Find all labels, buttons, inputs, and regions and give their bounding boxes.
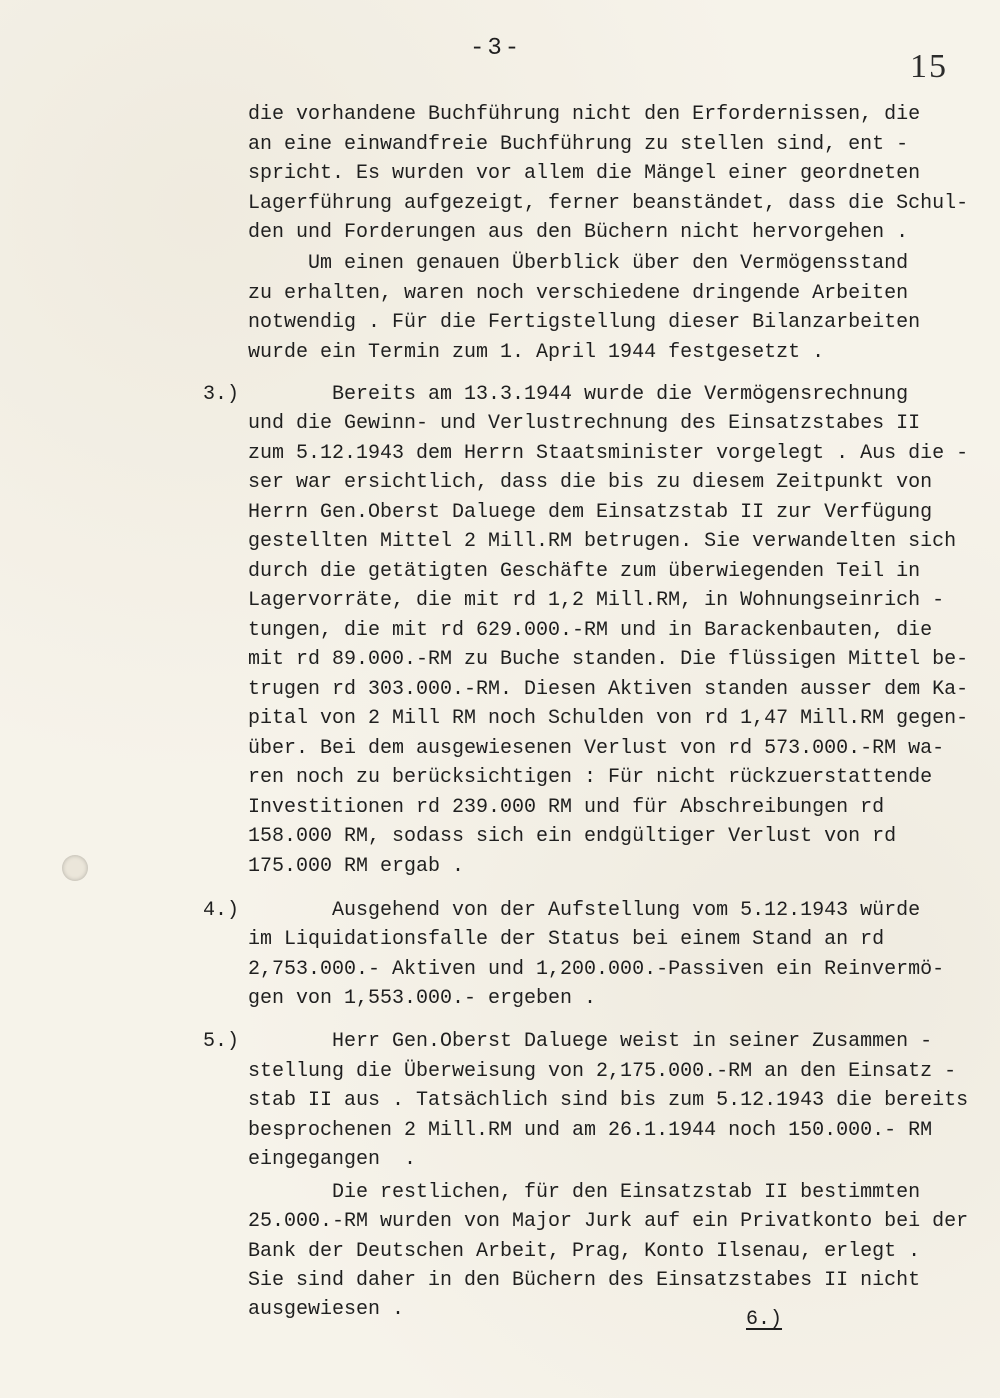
item-number-3: 3.) bbox=[203, 383, 240, 406]
text-line: stab II aus . Tatsächlich sind bis zum 5.12.1943 die bereits bbox=[248, 1089, 969, 1112]
text-line: Lagervorräte, die mit rd 1,2 Mill.RM, in Wohnungseinrich - bbox=[248, 589, 945, 612]
item-number-4: 4.) bbox=[203, 899, 240, 922]
page-number: -3- bbox=[470, 35, 523, 62]
text-line: Lagerführung aufgezeigt, ferner beanständet, dass die Schul- bbox=[248, 192, 969, 215]
text-line: Bereits am 13.3.1944 wurde die Vermögensrechnung bbox=[248, 383, 909, 406]
item-number-5: 5.) bbox=[203, 1030, 240, 1053]
text-line: mit rd 89.000.-RM zu Buche standen. Die flüssigen Mittel be- bbox=[248, 648, 969, 671]
text-line: 25.000.-RM wurden von Major Jurk auf ein Privatkonto bei der bbox=[248, 1210, 969, 1233]
text-line: Ausgehend von der Aufstellung vom 5.12.1943 würde bbox=[248, 899, 921, 922]
text-line: ausgewiesen . bbox=[248, 1298, 405, 1321]
punch-hole bbox=[62, 855, 88, 881]
text-line: eingegangen . bbox=[248, 1148, 417, 1171]
text-line: Um einen genauen Überblick über den Vermögensstand bbox=[248, 252, 909, 275]
text-line: zum 5.12.1943 dem Herrn Staatsminister vorgelegt . Aus die - bbox=[248, 442, 969, 465]
folio-number: 15 bbox=[910, 48, 948, 85]
text-line: Die restlichen, für den Einsatzstab II bestimmten bbox=[248, 1181, 921, 1204]
text-line: Herrn Gen.Oberst Daluege dem Einsatzstab II zur Verfügung bbox=[248, 501, 933, 524]
text-line: 175.000 RM ergab . bbox=[248, 855, 465, 878]
text-line: stellung die Überweisung von 2,175.000.-RM an den Einsatz - bbox=[248, 1060, 957, 1083]
text-line: den und Forderungen aus den Büchern nicht hervorgehen . bbox=[248, 221, 909, 244]
text-line: zu erhalten, waren noch verschiedene dringende Arbeiten bbox=[248, 282, 909, 305]
text-line: die vorhandene Buchführung nicht den Erfordernissen, die bbox=[248, 103, 921, 126]
text-line: gen von 1,553.000.- ergeben . bbox=[248, 987, 597, 1010]
text-line: im Liquidationsfalle der Status bei einem Stand an rd bbox=[248, 928, 885, 951]
text-line: durch die getätigten Geschäfte zum überwiegenden Teil in bbox=[248, 560, 921, 583]
text-line: tungen, die mit rd 629.000.-RM und in Barackenbauten, die bbox=[248, 619, 933, 642]
text-line: gestellten Mittel 2 Mill.RM betrugen. Sie verwandelten sich bbox=[248, 530, 957, 553]
text-line: ser war ersichtlich, dass die bis zu diesem Zeitpunkt von bbox=[248, 471, 933, 494]
text-line: notwendig . Für die Fertigstellung dieser Bilanzarbeiten bbox=[248, 311, 921, 334]
text-line: pital von 2 Mill RM noch Schulden von rd 1,47 Mill.RM gegen- bbox=[248, 707, 969, 730]
text-line: spricht. Es wurden vor allem die Mängel einer geordneten bbox=[248, 162, 921, 185]
text-line: an eine einwandfreie Buchführung zu stellen sind, ent - bbox=[248, 133, 909, 156]
text-line: und die Gewinn- und Verlustrechnung des Einsatzstabes II bbox=[248, 412, 921, 435]
text-line: Sie sind daher in den Büchern des Einsatzstabes II nicht bbox=[248, 1269, 921, 1292]
text-line: wurde ein Termin zum 1. April 1944 festgesetzt . bbox=[248, 341, 825, 364]
text-line: Investitionen rd 239.000 RM und für Abschreibungen rd bbox=[248, 796, 885, 819]
text-line: über. Bei dem ausgewiesenen Verlust von rd 573.000.-RM wa- bbox=[248, 737, 945, 760]
next-page-reference: 6.) bbox=[746, 1308, 783, 1331]
text-line: besprochenen 2 Mill.RM und am 26.1.1944 noch 150.000.- RM bbox=[248, 1119, 933, 1142]
text-line: 158.000 RM, sodass sich ein endgültiger Verlust von rd bbox=[248, 825, 897, 848]
text-line: trugen rd 303.000.-RM. Diesen Aktiven standen ausser dem Ka- bbox=[248, 678, 969, 701]
text-line: Herr Gen.Oberst Daluege weist in seiner Zusammen - bbox=[248, 1030, 933, 1053]
text-line: 2,753.000.- Aktiven und 1,200.000.-Passiven ein Reinvermö- bbox=[248, 958, 945, 981]
text-line: ren noch zu berücksichtigen : Für nicht rückzuerstattende bbox=[248, 766, 933, 789]
text-line: Bank der Deutschen Arbeit, Prag, Konto Ilsenau, erlegt . bbox=[248, 1240, 921, 1263]
